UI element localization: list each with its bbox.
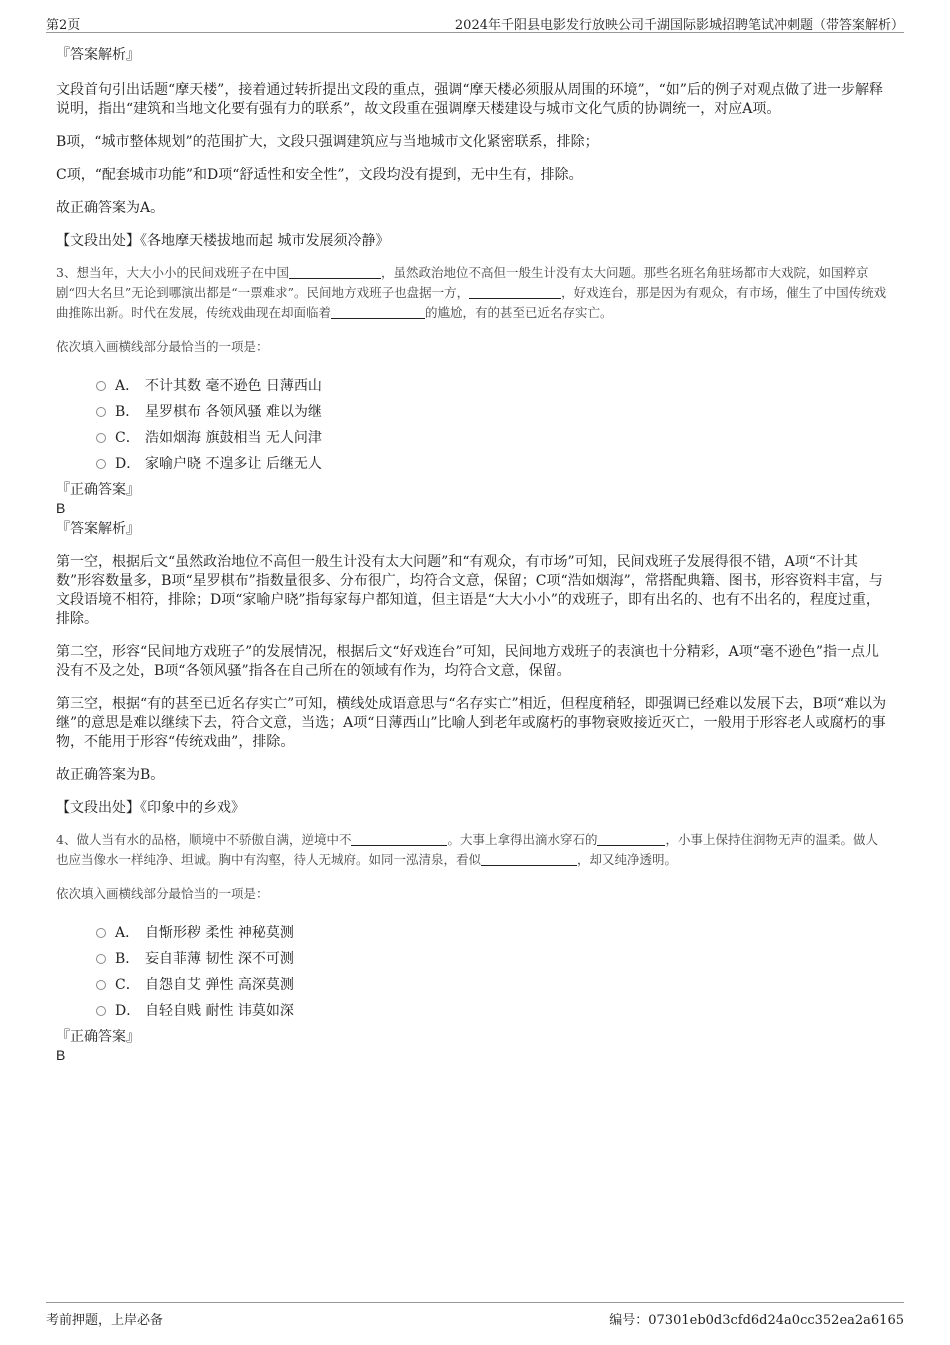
q4-option-d[interactable]: D． 自轻自贱 耐性 讳莫如深 (96, 998, 890, 1024)
q3-option-d[interactable]: D． 家喻户晓 不遑多让 后继无人 (96, 451, 890, 477)
q4-option-b[interactable]: B． 妄自菲薄 韧性 深不可测 (96, 946, 890, 972)
blank-2 (469, 284, 561, 299)
q4-answer: B (56, 1047, 66, 1063)
radio-icon[interactable] (96, 433, 106, 443)
q4-option-c[interactable]: C． 自怨自艾 弹性 高深莫测 (96, 972, 890, 998)
footer-slogan: 考前押题，上岸必备 (46, 1313, 164, 1328)
q2-conclusion: 故正确答案为A。 (56, 200, 165, 216)
radio-icon[interactable] (96, 980, 106, 990)
radio-icon[interactable] (96, 381, 106, 391)
q3-stem: 3、想当年，大大小小的民间戏班子在中国 ，虽然政治地位不高但一般生计没有太大问题。那些名班名角驻场都市大戏院，如国粹京剧“四大名旦”无论到哪演出都是“一票难求”。民间地方戏班子也盘据一方， ，好戏连台，那是因为有观众，有市场，催生了中国传统戏曲推陈出新。时代在发展，传统戏曲现在却面临着 的尴尬，有的甚至已近名存实亡。 (56, 265, 887, 320)
q3-option-a[interactable]: A． 不计其数 毫不逊色 日薄西山 (96, 373, 890, 399)
page-footer (46, 1302, 904, 1328)
q4-options (56, 920, 890, 1024)
blank-3 (481, 851, 577, 866)
radio-icon[interactable] (96, 954, 106, 964)
q3-analysis-p2: 第二空，形容“民间地方戏班子”的发展情况，根据后文“好戏连台”可知，民间地方戏班子的表演也十分精彩，A项“毫不逊色”指一点儿没有不及之处，B项“各领风骚”指各在自己所在的领域有作为，均符合文意，保留。 (56, 644, 880, 679)
q3-answer-label: 『正确答案』 (56, 482, 140, 498)
q2-analysis-label: 『答案解析』 (56, 47, 140, 63)
q2-analysis-p2: B项，“城市整体规划”的范围扩大，文段只强调建筑应与当地城市文化紧密联系，排除； (56, 134, 599, 150)
blank-1 (289, 264, 381, 279)
q4-option-a[interactable]: A． 自惭形秽 柔性 神秘莫测 (96, 920, 890, 946)
q3-conclusion: 故正确答案为B。 (56, 767, 165, 783)
q3-analysis-label: 『答案解析』 (56, 521, 140, 537)
q2-source: 【文段出处】《各地摩天楼拔地而起 城市发展须冷静》 (56, 233, 390, 249)
q3-analysis-p3: 第三空，根据“有的甚至已近名存实亡”可知，横线处成语意思与“名存实亡”相近，但程度稍轻，即强调已经难以发展下去，B项“难以为继”的意思是难以继续下去，符合文意，当选；A项“日薄西山”比喻人到老年或腐朽的事物衰败接近灭亡，一般用于形容老人或腐朽的事物，不能用于形容“传统戏曲”，排除。 (56, 696, 887, 750)
radio-icon[interactable] (96, 407, 106, 417)
document-title: 2024年千阳县电影发行放映公司千湖国际影城招聘笔试冲刺题（带答案解析） (454, 18, 904, 33)
page-number: 第2页 (46, 18, 81, 33)
q3-option-b[interactable]: B． 星罗棋布 各领风骚 难以为继 (96, 399, 890, 425)
q3-answer: B (56, 500, 66, 516)
document-id: 编号：07301eb0d3cfd6d24a0cc352ea2a6165 (609, 1313, 904, 1328)
blank-2 (597, 831, 665, 846)
page-header (46, 12, 904, 33)
blank-3 (331, 304, 425, 319)
blank-1 (351, 831, 447, 846)
radio-icon[interactable] (96, 1006, 106, 1016)
radio-icon[interactable] (96, 928, 106, 938)
q4-stem: 4、做人当有水的品格，顺境中不骄傲自满，逆境中不 。大事上拿得出滴水穿石的 ，小事上保持住润物无声的温柔。做人也应当像水一样纯净、坦诚。胸中有沟壑，待人无城府。如同一泓清泉，看似 ，却又纯净透明。 (56, 832, 878, 867)
q2-analysis-p3: C项，“配套城市功能”和D项“舒适性和安全性”，文段均没有提到，无中生有，排除。 (56, 167, 583, 183)
q4-prompt: 依次填入画横线部分最恰当的一项是： (56, 886, 269, 901)
q3-source: 【文段出处】《印象中的乡戏》 (56, 800, 245, 816)
q2-analysis-p1: 文段首句引出话题“摩天楼”，接着通过转折提出文段的重点，强调“摩天楼必须服从周围的环境”，“如”后的例子对观点做了进一步解释说明，指出“建筑和当地文化要有强有力的联系”，故文段重在强调摩天楼建设与城市文化气质的协调统一，对应A项。 (56, 82, 883, 117)
radio-icon[interactable] (96, 459, 106, 469)
q3-analysis-p1: 第一空，根据后文“虽然政治地位不高但一般生计没有太大问题”和“有观众，有市场”可知，民间戏班子发展得很不错，A项“不计其数”形容数量多，B项“星罗棋布”指数量很多、分布很广，均符合文意，保留；C项“浩如烟海”，常搭配典籍、图书，形容资料丰富，与文段语境不相符，排除；D项“家喻户晓”指每家每户都知道，但主语是“大大小小”的戏班子，即有出名的、也有不出名的，程度过重，排除。 (56, 554, 883, 627)
q3-option-c[interactable]: C． 浩如烟海 旗鼓相当 无人问津 (96, 425, 890, 451)
q3-options (56, 373, 890, 477)
q3-prompt: 依次填入画横线部分最恰当的一项是： (56, 339, 269, 354)
document-body (56, 38, 890, 1064)
q4-answer-label: 『正确答案』 (56, 1029, 140, 1045)
